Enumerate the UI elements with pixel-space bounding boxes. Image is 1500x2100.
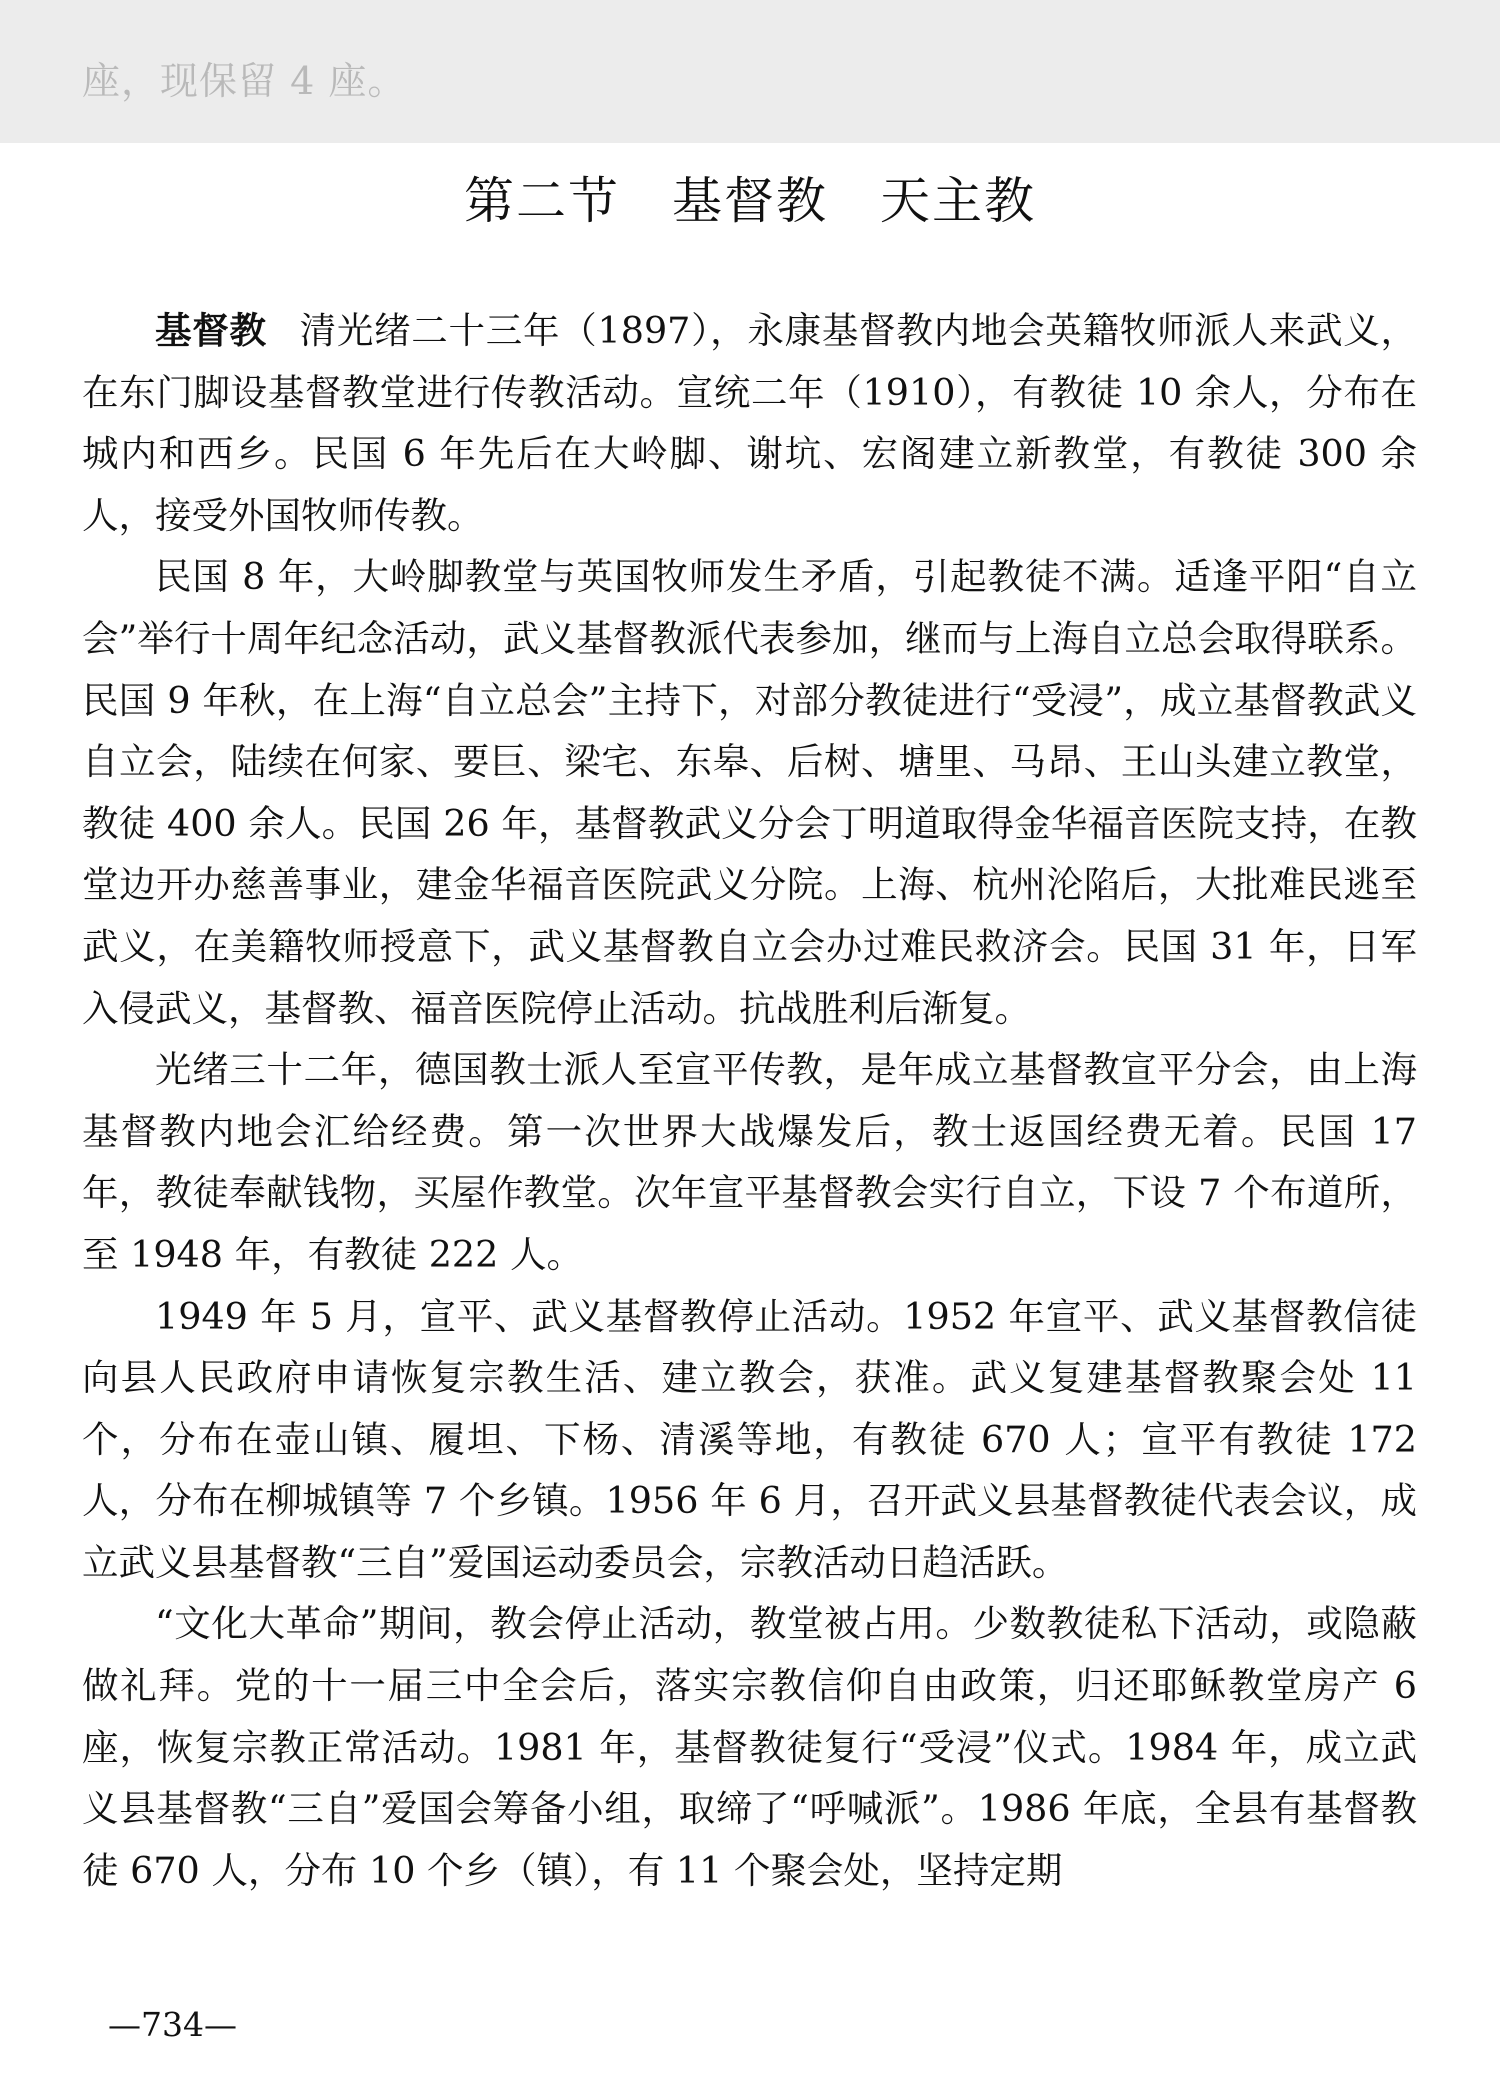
carryover-text: 座，现保留 4 座。 <box>82 59 407 103</box>
lead-term: 基督教 <box>155 309 267 352</box>
paragraph-1 <box>82 300 1417 546</box>
paragraph-3: 光绪三十二年，德国教士派人至宣平传教，是年成立基督教宣平分会，由上海基督教内地会汇给经费。第一次世界大战爆发后，教士返国经费无着。民国 17 年，教徒奉献钱物，买屋作教堂。次年宣平基督教会实行自立，下设 7 个布道所，至 1948 年，有教徒 222 人。 <box>82 1048 1417 1276</box>
paragraph-4: 1949 年 5 月，宣平、武义基督教停止活动。1952 年宣平、武义基督教信徒向县人民政府申请恢复宗教生活、建立教会，获准。武义复建基督教聚会处 11 个，分布在壶山镇、履坦、下杨、清溪等地，有教徒 670 人；宣平有教徒 172 人，分布在柳城镇等 7 个乡镇。1956 年 6 月，召开武义县基督教徒代表会议，成立武义县基督教“三自”爱国运动委员会，宗教活动日趋活跃。 <box>82 1294 1417 1584</box>
paragraph-1-text: 清光绪二十三年（1897），永康基督教内地会英籍牧师派人来武义，在东门脚设基督教堂进行传教活动。宣统二年（1910），有教徒 10 余人，分布在城内和西乡。民国 6 年先后在大岭脚、谢坑、宏阁建立新教堂，有教徒 300 余人，接受外国牧师传教。 <box>82 309 1418 537</box>
page-number: —734— <box>108 2005 237 2044</box>
section-title: 第二节 基督教 天主教 <box>464 172 1036 230</box>
paragraph-2: 民国 8 年，大岭脚教堂与英国牧师发生矛盾，引起教徒不满。适逢平阳“自立会”举行十周年纪念活动，武义基督教派代表参加，继而与上海自立总会取得联系。民国 9 年秋，在上海“自立总会”主持下，对部分教徒进行“受浸”，成立基督教武义自立会，陆续在何家、要巨、梁宅、东皋、后树、塘里、马昂、王山头建立教堂，教徒 400 余人。民国 26 年，基督教武义分会丁明道取得金华福音医院支持，在教堂边开办慈善事业，建金华福音医院武义分院。上海、杭州沦陷后，大批难民逃至武义，在美籍牧师授意下，武义基督教自立会办过难民救济会。民国 31 年，日军入侵武义，基督教、福音医院停止活动。抗战胜利后渐复。 <box>82 555 1417 1030</box>
paragraph-5: “文化大革命”期间，教会停止活动，教堂被占用。少数教徒私下活动，或隐蔽做礼拜。党的十一届三中全会后，落实宗教信仰自由政策，归还耶稣教堂房产 6 座，恢复宗教正常活动。1981 年，基督教徒复行“受浸”仪式。1984 年，成立武义县基督教“三自”爱国会筹备小组，取缔了“呼喊派”。1986 年底，全县有基督教徒 670 人，分布 10 个乡（镇），有 11 个聚会处，坚持定期 <box>82 1602 1417 1892</box>
previous-page-band <box>0 0 1500 143</box>
body-text <box>82 300 1417 1901</box>
